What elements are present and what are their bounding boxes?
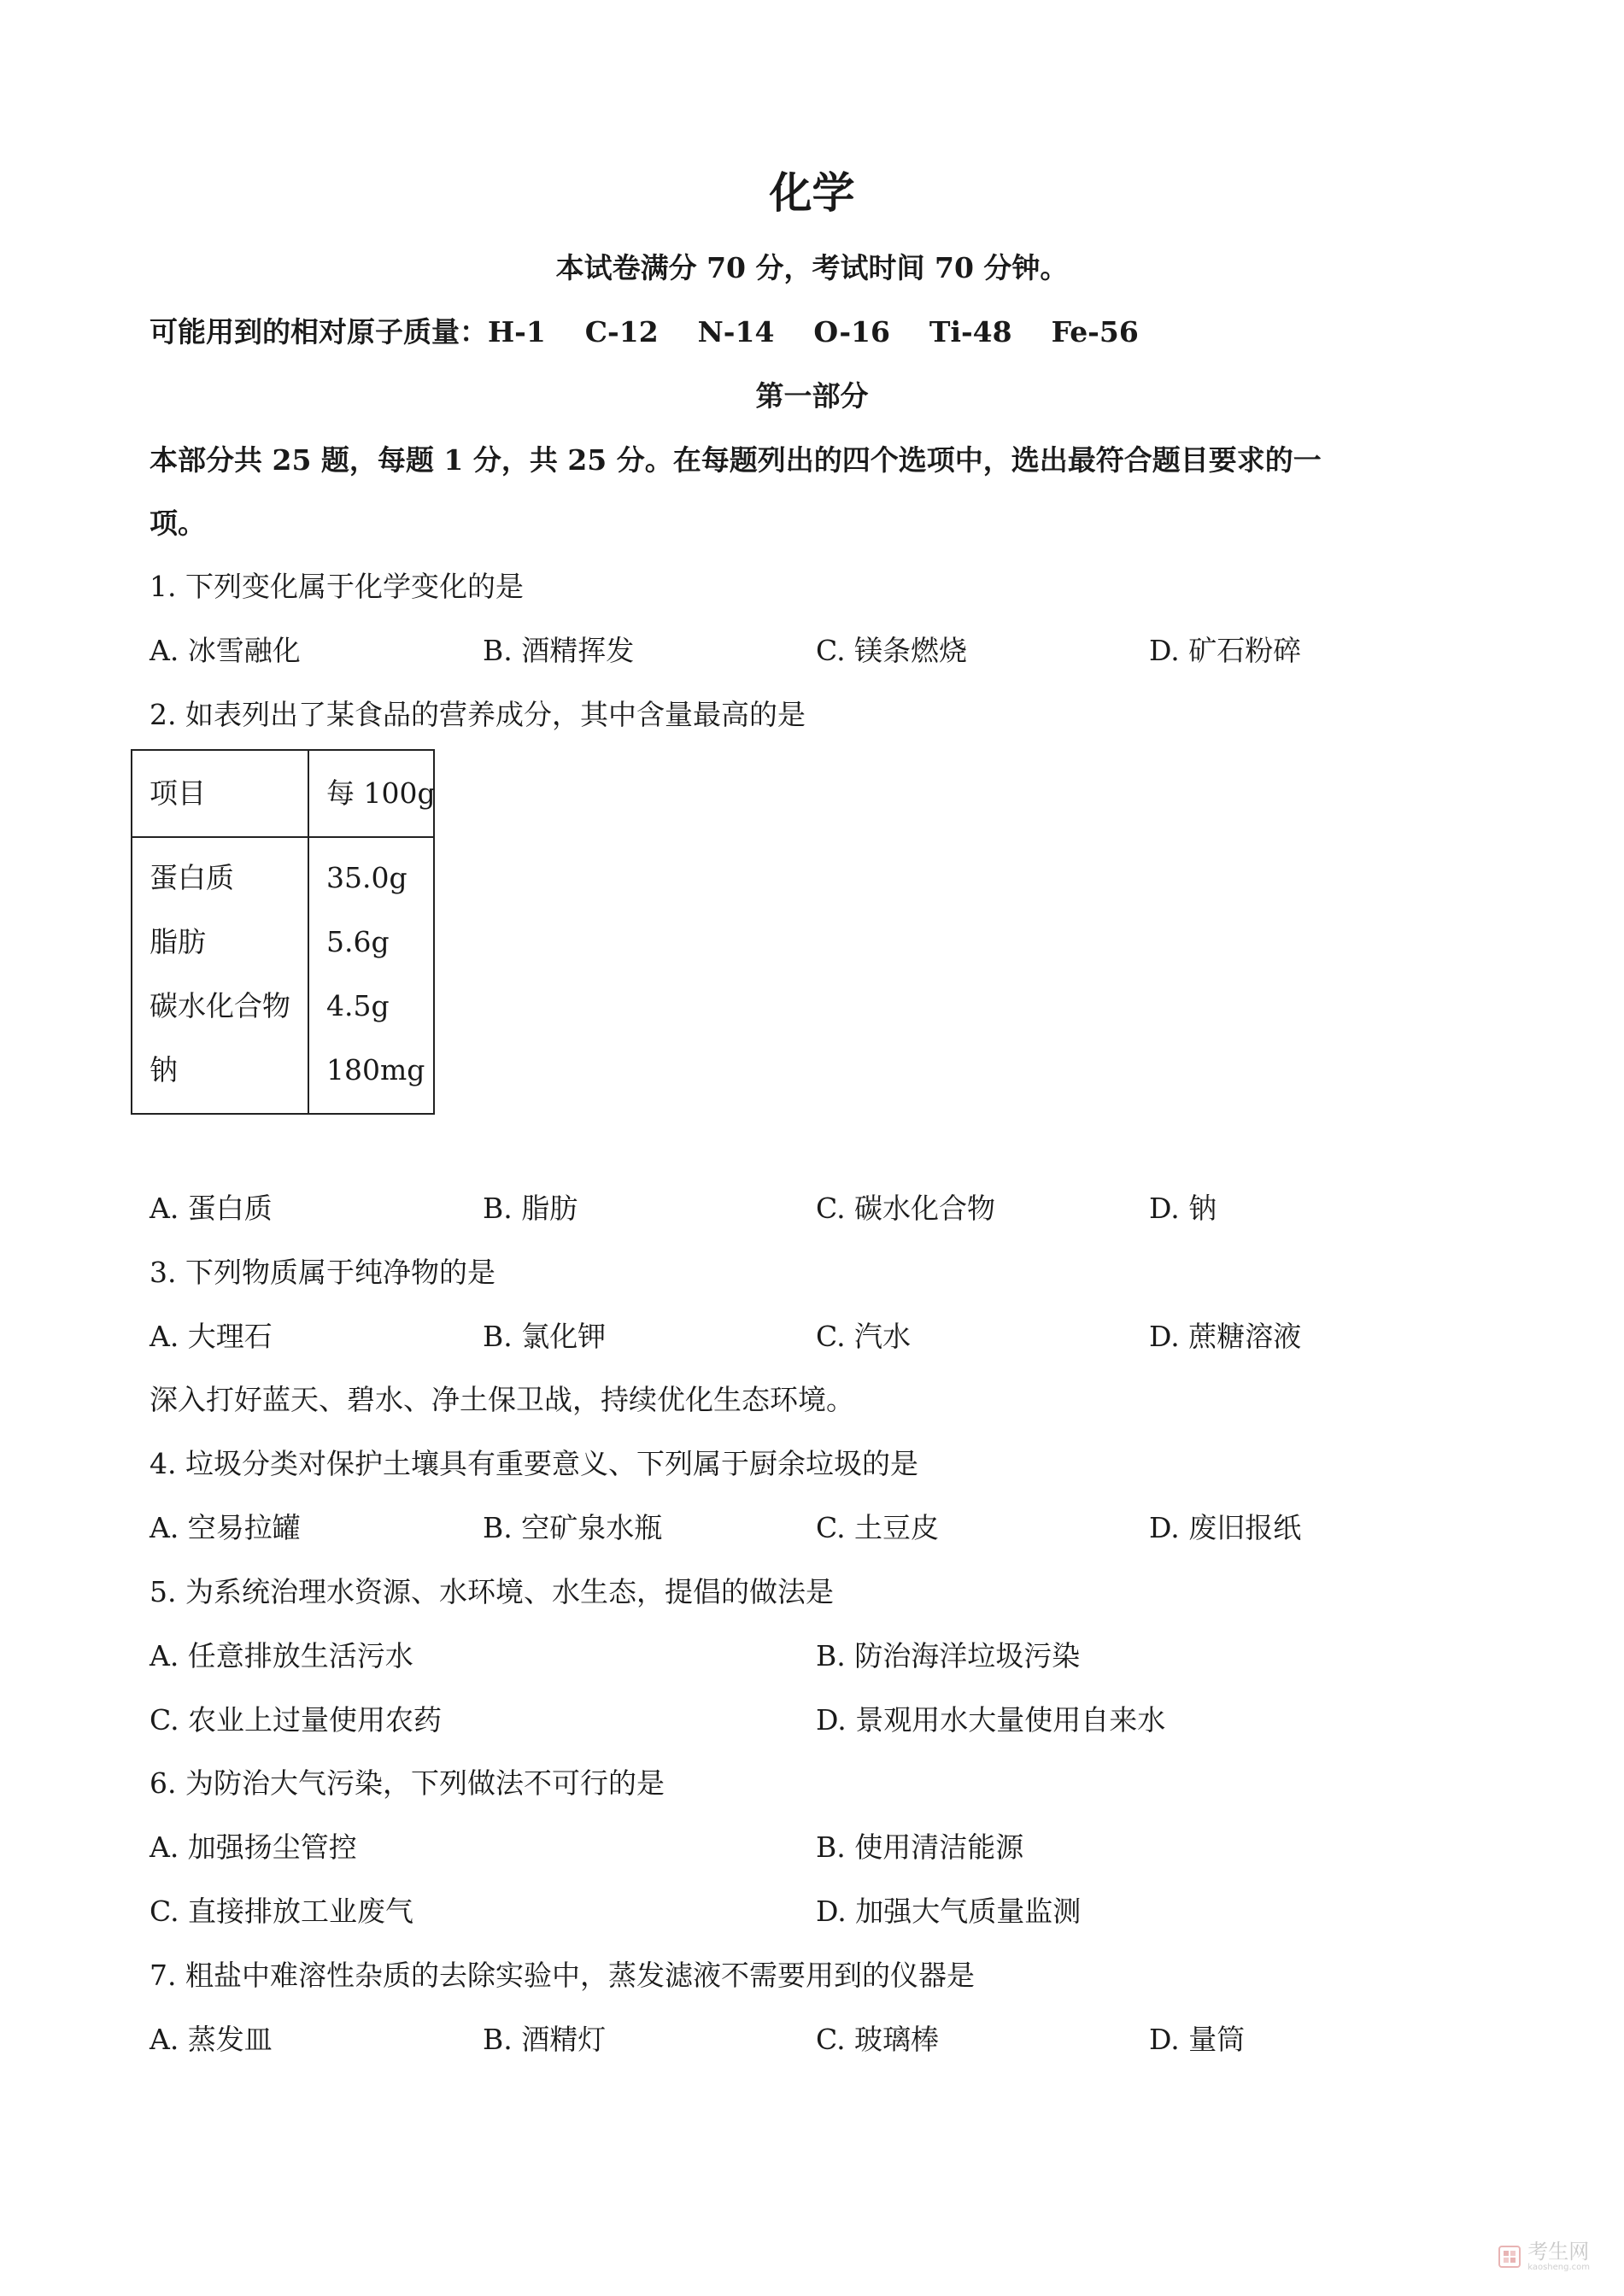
context-line: 深入打好蓝天、碧水、净土保卫战，持续优化生态环境。 xyxy=(150,1383,854,1416)
exam-subtitle: 本试卷满分 70 分，考试时间 70 分钟。 xyxy=(555,251,1069,284)
table-cell: 蛋白质 xyxy=(150,861,234,894)
option-a: A. 蒸发皿 xyxy=(150,2023,273,2056)
question-stem: 1. 下列变化属于化学变化的是 xyxy=(150,570,524,603)
option-c: C. 碳水化合物 xyxy=(816,1192,996,1225)
watermark-subtext: kaosheng.com xyxy=(1527,2263,1590,2272)
option-c: C. 直接排放工业废气 xyxy=(150,1895,414,1928)
option-d: D. 加强大气质量监测 xyxy=(816,1895,1082,1928)
option-b: B. 酒精灯 xyxy=(483,2023,607,2056)
table-cell: 碳水化合物 xyxy=(150,989,290,1022)
option-a: A. 大理石 xyxy=(150,1320,273,1353)
table-cell: 钠 xyxy=(150,1053,178,1086)
option-a: A. 空易拉罐 xyxy=(150,1511,301,1544)
question-stem: 5. 为系统治理水资源、水环境、水生态，提倡的做法是 xyxy=(150,1575,834,1608)
table-cell: 4.5g xyxy=(326,989,390,1022)
option-d: D. 钠 xyxy=(1149,1192,1217,1225)
option-b: B. 防治海洋垃圾污染 xyxy=(816,1639,1081,1672)
option-b: B. 使用清洁能源 xyxy=(816,1830,1024,1864)
option-b: B. 氯化钾 xyxy=(483,1320,607,1353)
nutrition-table xyxy=(131,749,435,1115)
option-d: D. 景观用水大量使用自来水 xyxy=(816,1703,1166,1737)
watermark-text: 考生网 xyxy=(1527,2240,1590,2264)
atomic-masses: 可能用到的相对原子质量：H-1 C-12 N-14 O-16 Ti-48 Fe-56 xyxy=(150,315,1139,348)
option-a: A. 加强扬尘管控 xyxy=(150,1830,357,1864)
option-a: A. 蛋白质 xyxy=(150,1192,273,1225)
part-instructions-cont: 项。 xyxy=(150,507,206,540)
option-d: D. 量筒 xyxy=(1149,2023,1246,2056)
question-stem: 3. 下列物质属于纯净物的是 xyxy=(150,1256,495,1289)
option-d: D. 蔗糖溶液 xyxy=(1149,1320,1302,1353)
kaosheng-logo-icon xyxy=(1498,2246,1521,2268)
table-cell: 脂肪 xyxy=(150,925,206,958)
page-title: 化学 xyxy=(769,167,855,218)
option-c: C. 农业上过量使用农药 xyxy=(150,1703,443,1737)
part-title: 第一部分 xyxy=(755,379,869,413)
table-divider xyxy=(308,751,309,1113)
option-a: A. 冰雪融化 xyxy=(150,634,301,667)
table-cell: 180mg xyxy=(326,1053,425,1086)
option-b: B. 酒精挥发 xyxy=(483,634,635,667)
part-instructions: 本部分共 25 题，每题 1 分，共 25 分。在每题列出的四个选项中，选出最符合题目要求的一 xyxy=(150,443,1322,477)
option-c: C. 汽水 xyxy=(816,1320,912,1353)
option-a: A. 任意排放生活污水 xyxy=(150,1639,413,1672)
option-c: C. 土豆皮 xyxy=(816,1511,940,1544)
question-stem: 2. 如表列出了某食品的营养成分，其中含量最高的是 xyxy=(150,698,806,731)
option-b: B. 空矿泉水瓶 xyxy=(483,1511,663,1544)
question-stem: 7. 粗盐中难溶性杂质的去除实验中，蒸发滤液不需要用到的仪器是 xyxy=(150,1959,975,1992)
option-d: D. 废旧报纸 xyxy=(1149,1511,1302,1544)
watermark xyxy=(1498,2240,1590,2272)
question-stem: 4. 垃圾分类对保护土壤具有重要意义、下列属于厨余垃圾的是 xyxy=(150,1447,918,1480)
question-stem: 6. 为防治大气污染，下列做法不可行的是 xyxy=(150,1766,665,1800)
option-d: D. 矿石粉碎 xyxy=(1149,634,1302,667)
table-header-cell: 每 100g xyxy=(326,776,436,810)
table-divider xyxy=(132,836,433,838)
table-cell: 35.0g xyxy=(326,861,407,894)
option-b: B. 脂肪 xyxy=(483,1192,578,1225)
option-c: C. 玻璃棒 xyxy=(816,2023,940,2056)
option-c: C. 镁条燃烧 xyxy=(816,634,968,667)
table-cell: 5.6g xyxy=(326,925,390,958)
table-header-cell: 项目 xyxy=(150,776,206,810)
